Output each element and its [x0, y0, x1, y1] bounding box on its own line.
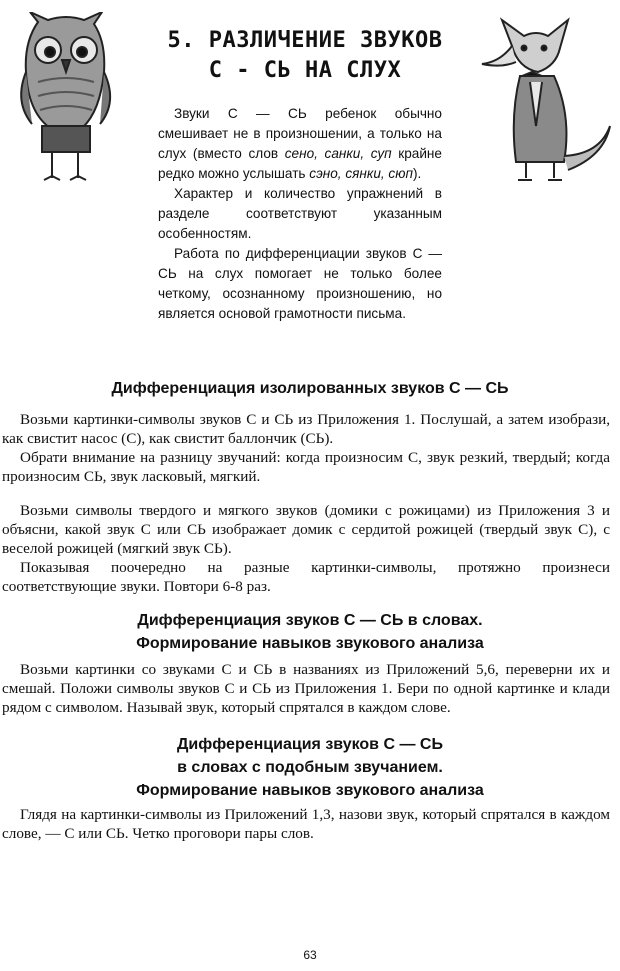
- chapter-title-line-2: С - СЬ НА СЛУХ: [208, 58, 402, 83]
- section-3-heading-line-2: в словах с подобным звучанием.: [177, 759, 443, 776]
- owl-illustration: [8, 12, 124, 190]
- section-1-paragraph-2: Обрати внимание на разницу звучаний: когда произносим С, звук резкий, твердый; когда произносим СЬ, звук ласковый, мягкий.: [2, 449, 610, 485]
- intro-p1-text-b: крайне редко можно услышать: [158, 146, 442, 181]
- section-1-heading: [0, 377, 620, 400]
- section-2-heading: [0, 609, 620, 655]
- section-1-paragraph-3: Возьми символы твердого и мягкого звуков (домики с рожицами) из Приложения 3 и объясни, какой звук С или СЬ изображает домик с сердитой рожицей (твердый звук С), с веселой рожицей (мягкий звук СЬ).: [2, 502, 610, 557]
- chapter-title-line-1: 5. РАЗЛИЧЕНИЕ ЗВУКОВ: [167, 28, 443, 53]
- section-3-body: [2, 805, 610, 843]
- chapter-title: [140, 26, 470, 86]
- section-3-heading-line-3: Формирование навыков звукового анализа: [136, 782, 484, 799]
- section-1-paragraph-1: Возьми картинки-символы звуков С и СЬ из Приложения 1. Послушай, а затем изобрази, как свистит насос (С), как свистит баллончик (СЬ).: [2, 411, 610, 447]
- intro-paragraph-1: [158, 104, 442, 184]
- intro-paragraph-2: Характер и количество упражнений в разделе соответствуют указанным особенностям.: [158, 186, 442, 241]
- section-2-paragraph-1: Возьми картинки со звуками С и СЬ в названиях из Приложений 5,6, переверни их и смешай. Положи символы звуков С и СЬ из Приложения 1. Бери по одной картинке и клади рядом с символом. Называй звук, который спрятался в каждом слове.: [2, 661, 610, 716]
- section-3-paragraph-1: Глядя на картинки-символы из Приложений 1,3, назови звук, который спрятался в каждом слове, — С или СЬ. Четко проговори пары слов.: [2, 806, 610, 842]
- section-3-heading: [0, 733, 620, 802]
- fox-illustration: [472, 6, 618, 188]
- intro-p1-example-correct: сено, санки, суп: [284, 146, 392, 161]
- section-1-paragraph-4: Показывая поочередно на разные картинки-символы, протяжно произнеси соответствующие звуки. Повтори 6-8 раз.: [2, 559, 610, 595]
- section-1-heading-text: Дифференциация изолированных звуков С — СЬ: [111, 380, 509, 397]
- section-2-heading-line-1: Дифференциация звуков С — СЬ в словах.: [137, 612, 483, 629]
- section-3-heading-line-1: Дифференциация звуков С — СЬ: [177, 736, 443, 753]
- intro-p1-example-wrong: сэно, сянки, сюп: [309, 166, 413, 181]
- section-2-heading-line-2: Формирование навыков звукового анализа: [136, 635, 484, 652]
- intro-paragraph-3: Работа по дифференциации звуков С — СЬ на слух помогает не только более четкому, осознанному произношению, но является основой грамотности письма.: [158, 246, 442, 321]
- section-2-body: [2, 660, 610, 717]
- section-1-body-b: [2, 501, 610, 596]
- intro-p1-text-c: ).: [412, 166, 422, 181]
- section-1-body-a: [2, 410, 610, 486]
- page-number: 63: [303, 948, 317, 962]
- intro-p1-text-a: Звуки С — СЬ ребенок обычно смешивает не в произношении, а только на слух (вместо слов: [158, 106, 442, 161]
- intro-text: [158, 104, 442, 324]
